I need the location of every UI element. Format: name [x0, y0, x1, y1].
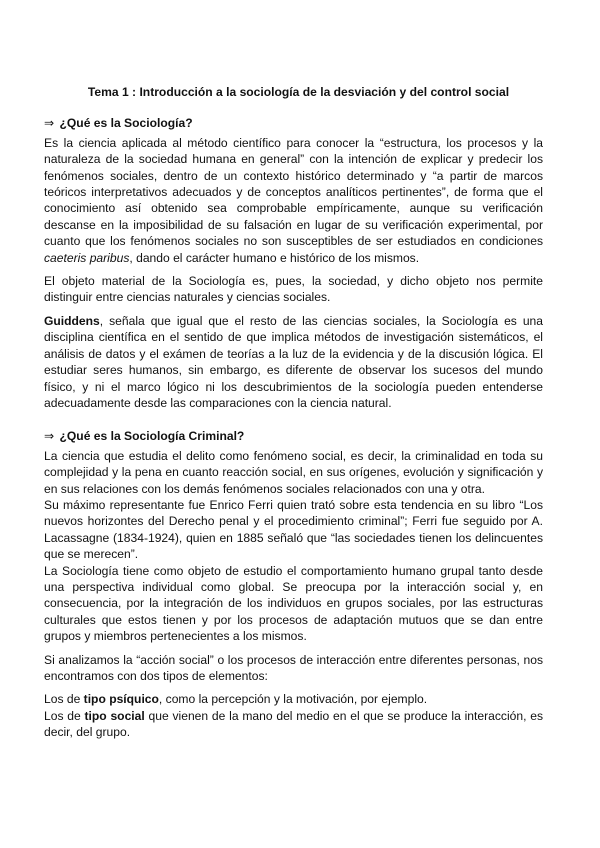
bold-term: Guiddens: [44, 313, 100, 328]
paragraph: [44, 313, 543, 411]
section-heading-sociologia: [44, 115, 543, 131]
paragraph-text: que vienen de la mano del medio en el que se produce la interacción, es decir, del grupo.: [44, 708, 543, 740]
paragraph-text: Los de: [44, 692, 84, 707]
paragraph-text: , señala que igual que el resto de las ciencias sociales, la Sociología es una disciplina científica en el sentido de que implica métodos de investigación sistemáticos, el análisis de datos y el exámen de teorías a la luz de la evidencia y de la discusión lógica. El estudiar seres humanos, sin embargo, es diferente de observar los sucesos del mundo físico, y ni el marco lógico ni los descubrimientos de la sociología pueden entenderse adecuadamente desde las comparaciones con la ciencia natural.: [44, 313, 543, 410]
bold-term: tipo social: [84, 708, 145, 723]
section-heading-sociologia-criminal: [44, 428, 543, 444]
italic-term: caeteris paribus: [44, 250, 130, 265]
paragraph: Si analizamos la “acción social” o los procesos de interacción entre diferentes personas, nos encontramos con dos tipos de elementos:: [44, 652, 543, 683]
paragraph: La Sociología tiene como objeto de estudio el comportamiento humano grupal tanto desde una perspectiva individual como global. Se preocupa por la interacción social y, en consecuencia, por la integración de los individuos en grupos sociales, por las estructuras culturales que estos tienen y por los procesos de adaptación mutuos que se dan entre grupos y miembros pertenecientes a los mismos.: [44, 563, 543, 644]
paragraph: [44, 708, 543, 741]
paragraph-text: Es la ciencia aplicada al método científico para conocer la “estructura, los procesos y la naturaleza de la sociedad humana en general” con la intención de explicar y predecir los fenómenos sociales, dentro de un contexto histórico determinado y “a partir de marcos teóricos interpretativos adecuados y de conceptos analíticos pertinentes”, de forma que el conocimiento así obtenido sea comprobable empíricamente, aunque su verificación descanse en la imposibilidad de su falsación en lugar de su verificación experimental, por cuanto que los fenómenos sociales no son susceptibles de ser estudiados en condiciones: [44, 135, 543, 249]
paragraph-text: Los de: [44, 708, 85, 723]
paragraph: El objeto material de la Sociología es, pues, la sociedad, y dicho objeto nos permite distinguir entre ciencias naturales y ciencias sociales.: [44, 274, 543, 305]
section-heading-text: ¿Qué es la Sociología Criminal?: [59, 429, 245, 444]
paragraph: Su máximo representante fue Enrico Ferri quien trató sobre esta tendencia en su libro “Los nuevos horizontes del Derecho penal y el procedimiento criminal”; Ferri fue seguido por A. Lacassagne (1834-1924), quien en 1885 señaló que “las sociedades tienen los delincuentes que se merecen”.: [44, 497, 543, 562]
paragraph-text: , dando el carácter humano e histórico de los mismos.: [129, 250, 420, 265]
paragraph: [44, 135, 543, 266]
page-title: Tema 1 : Introducción a la sociología de la desviación y del control social: [87, 85, 510, 99]
paragraph-text: , como la percepción y la motivación, por ejemplo.: [158, 692, 428, 707]
arrow-icon: ⇒: [44, 116, 55, 131]
spacer: [44, 411, 543, 428]
paragraph: La ciencia que estudia el delito como fenómeno social, es decir, la criminalidad en toda su complejidad y la pena en cuanto reacción social, en sus orígenes, evolución y significación y en sus relaciones con los demás fenómenos sociales relacionados con una y otra.: [44, 448, 543, 496]
bold-term: tipo psíquico: [83, 692, 159, 707]
arrow-icon: ⇒: [44, 429, 55, 444]
paragraph: [44, 691, 543, 707]
section-heading-text: ¿Qué es la Sociología?: [59, 116, 193, 131]
